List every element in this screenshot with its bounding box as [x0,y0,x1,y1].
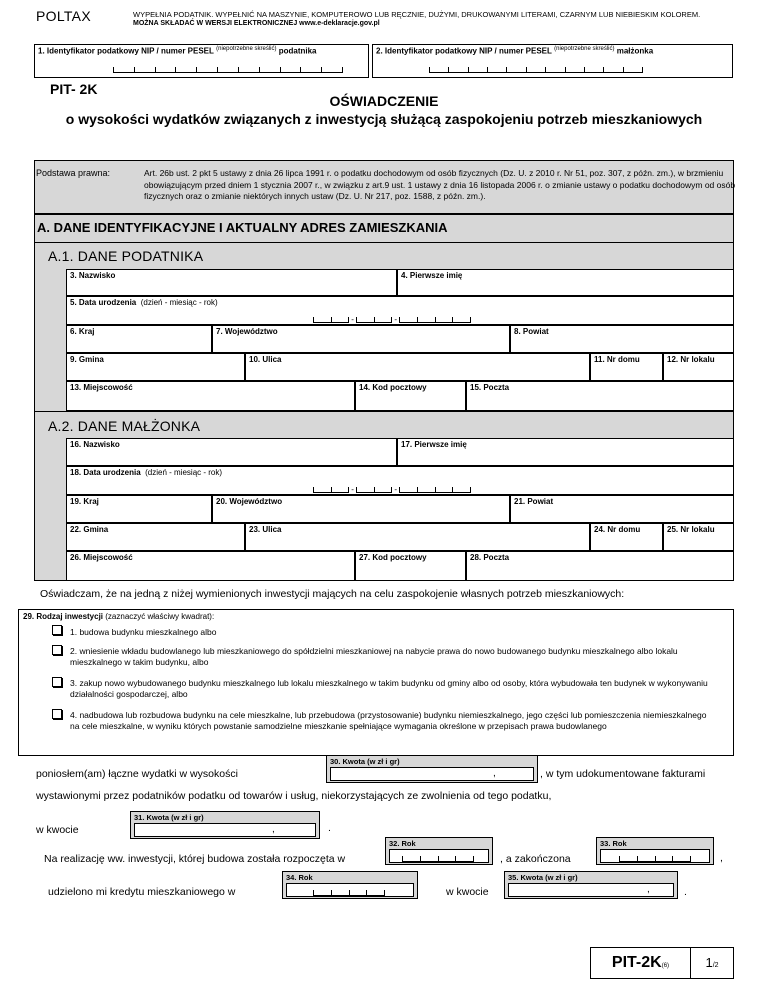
taxpayer-id-field[interactable] [34,44,369,78]
f26-spouse-city-field[interactable]: 26. Miejscowość [66,551,355,581]
f28-spouse-post-office-field[interactable]: 28. Poczta [466,551,734,581]
f30-total-amount-field[interactable]: 30. Kwota (w zł i gr) , [326,755,538,783]
spouse-id-field[interactable] [372,44,733,78]
brand-logo: POLTAX [36,8,91,24]
comma-end: , [720,852,723,864]
expenses-text: poniosłem(am) łączne wydatki w wysokości [36,768,238,780]
f22-spouse-commune-field[interactable]: 22. Gmina [66,523,245,551]
taxpayer-id-label: 1. Identyfikator podatkowy NIP / numer PESEL $^{(niepotrzebne skreślić)}$ podatnika [38,46,317,56]
taxpayer-id-ticks [113,67,343,73]
f5-birthdate-field[interactable]: 5. Data urodzenia (dzień - miesiąc - rok) - - [66,296,734,325]
form-title: OŚWIADCZENIE [329,93,439,109]
declaration-intro: Oświadczam, że na jedną z niżej wymienionych inwestycji mających na celu zaspokojenie własnych potrzeb mieszkaniowych: [40,588,625,600]
option-2-label: 2. wniesienie wkładu budowlanego lub mieszkaniowego do spółdzielni mieszkaniowej na nabycie prawa do nowo budowanego budynku mieszkalnego albo lokalu mieszkalnego w takim budynku, albo [70,646,678,667]
f7-voivodeship-field[interactable]: 7. Województwo [212,325,510,353]
f15-post-office-field[interactable]: 15. Poczta [466,381,734,411]
option-4-label: 4. nadbudowa lub rozbudowa budynku na cele mieszkalne, lub przebudowa (przystosowanie) budynku niemieszkalnego, jego części lub pomieszczenia niemieszkalnego na cele mieszkalne, w wyniku których powstanie samodzielne mieszkanie spełniające wymagania określone w przepisach prawa budowlanego [70,710,707,731]
in-amount-text-2: w kwocie [446,886,489,898]
form-subtitle: o wysokości wydatków związanych z inwestycją służącą zaspokojeniu potrzeb mieszkaniowych [65,111,703,127]
f8-county-field[interactable]: 8. Powiat [510,325,734,353]
f4-firstname-field[interactable]: 4. Pierwsze imię [397,269,734,296]
f16-spouse-surname-field[interactable]: 16. Nazwisko [66,438,397,466]
f25-spouse-apartment-number-field[interactable]: 25. Nr lokalu [663,523,734,551]
in-amount-text: w kwocie [36,824,79,836]
spouse-id-ticks [429,67,643,73]
f23-spouse-street-field[interactable]: 23. Ulica [245,523,590,551]
form-code: PIT- 2K [50,81,98,97]
f13-city-field[interactable]: 13. Miejscowość [66,381,355,411]
f24-spouse-house-number-field[interactable]: 24. Nr domu [590,523,663,551]
f20-spouse-voivodeship-field[interactable]: 20. Województwo [212,495,510,523]
option-1-checkbox[interactable] [52,625,62,635]
f34-credit-year-field[interactable]: 34. Rok [282,871,418,899]
option-3-checkbox[interactable] [52,677,62,687]
f9-commune-field[interactable]: 9. Gmina [66,353,245,381]
f32-start-year-field[interactable]: 32. Rok [385,837,493,865]
f5-date-ticks: - - [313,317,471,323]
period-2: . [684,886,687,898]
issued-by-text: wystawionymi przez podatników podatku od towarów i usług, niekorzystających ze zwolnienia od tego podatku, [36,790,552,802]
section-a1-title: A.1. DANE PODATNIKA [48,248,204,264]
option-1-label: 1. budowa budynku mieszkalnego albo [70,627,217,637]
invoices-text: , w tym udokumentowane fakturami [540,768,706,780]
section-a-title: A. DANE IDENTYFIKACYJNE I AKTUALNY ADRES ZAMIESZKANIA [37,220,448,235]
option-4-checkbox[interactable] [52,709,62,719]
f11-house-number-field[interactable]: 11. Nr domu [590,353,663,381]
f6-country-field[interactable]: 6. Kraj [66,325,212,353]
option-3-label: 3. zakup nowo wybudowanego budynku mieszkalnego lub lokalu mieszkalnego w takim budynku od gminy albo od osoby, która wybudowała ten budynek w wykonywaniu działalności gospodarczej, albo [70,678,708,699]
credit-text: udzielono mi kredytu mieszkaniowego w [48,886,236,898]
f14-postal-code-field[interactable]: 14. Kod pocztowy [355,381,466,411]
f12-apartment-number-field[interactable]: 12. Nr lokalu [663,353,734,381]
f19-spouse-country-field[interactable]: 19. Kraj [66,495,212,523]
option-2-checkbox[interactable] [52,645,62,655]
f29-label: 29. Rodzaj inwestycji (zaznaczyć właściwy kwadrat): [23,612,215,621]
legal-basis-text: Art. 26b ust. 2 pkt 5 ustawy z dnia 26 lipca 1991 r. o podatku dochodowym od osób fizycznych (Dz. U. z 2010 r. Nr 51, poz. 307, z późn. zm.), w brzmieniu obowiązującym przed dniem 1 stycznia 2007 r., w związku z art.9 ust. 1 ustawy z dnia 16 listopada 2006 r. o zmianie ustawy o podatku dochodowym od osób fizycznych oraz o zmianie niektórych innych ustaw (Dz. U. Nr 217, poz. 1588, z późn. zm.). [144,168,736,201]
section-a2-title: A.2. DANE MAŁŻONKA [48,418,201,434]
legal-basis-label: Podstawa prawna: [36,168,111,178]
f31-invoiced-amount-field[interactable]: 31. Kwota (w zł i gr) , [130,811,320,839]
f21-spouse-county-field[interactable]: 21. Powiat [510,495,734,523]
footer-form-id [590,947,734,979]
f10-street-field[interactable]: 10. Ulica [245,353,590,381]
e-filing-note: MOŻNA SKŁADAĆ W WERSJI ELEKTRONICZNEJ www.e-deklaracje.gov.pl [133,20,380,27]
section-a2-divider [34,411,734,412]
finished-text: , a zakończona [500,853,571,865]
spouse-id-label: 2. Identyfikator podatkowy NIP / numer PESEL $^{(niepotrzebne skreślić)}$ małżonka [376,46,654,56]
f18-date-ticks: - - [313,487,471,493]
f33-end-year-field[interactable]: 33. Rok [596,837,714,865]
period-1: . [328,822,331,834]
started-text: Na realizację ww. inwestycji, której budowa została rozpoczęta w [44,853,346,865]
fill-instructions: WYPEŁNIA PODATNIK. WYPEŁNIĆ NA MASZYNIE, KOMPUTEROWO LUB RĘCZNIE, DUŻYMI, DRUKOWANYMI LITERAMI, CZARNYM LUB NIEBIESKIM KOLOREM. [133,10,701,19]
section-a-divider [34,242,734,243]
f18-spouse-birthdate-field[interactable]: 18. Data urodzenia (dzień - miesiąc - rok) - - [66,466,734,495]
page-number: 1/2 [705,955,719,970]
f35-credit-amount-field[interactable]: 35. Kwota (w zł i gr) , [504,871,678,899]
f17-spouse-firstname-field[interactable]: 17. Pierwsze imię [397,438,734,466]
f27-spouse-postal-code-field[interactable]: 27. Kod pocztowy [355,551,466,581]
footer-code: PIT-2K(6) [591,948,691,978]
f3-surname-field[interactable]: 3. Nazwisko [66,269,397,296]
